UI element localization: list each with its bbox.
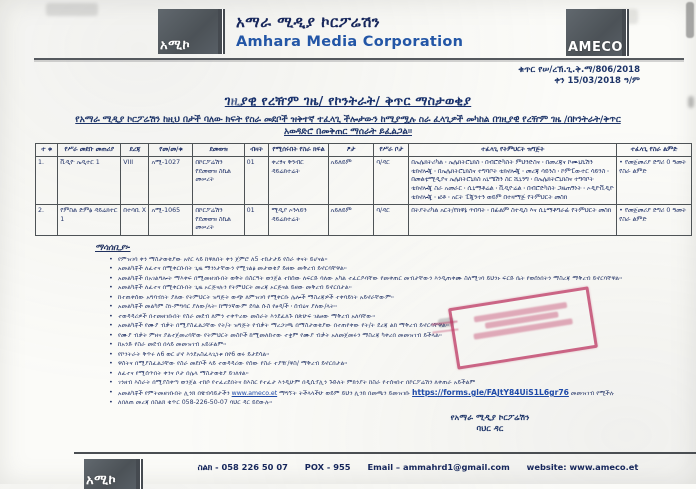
ameco-amharic-logo [158, 9, 222, 54]
ameco-website-link[interactable]: www.ameco.et [231, 389, 278, 397]
column-header-salary: ደመወዝ [193, 144, 244, 157]
signature-block [385, 412, 595, 434]
signature-city: ባህር ዳር [476, 422, 504, 433]
note-item: • ዋስትና በሚያስፈልጋቸው የስራ መደቦች ላይ ተወዳዳሪው የሰው የስራ ተያዥ/ዋስ/ ማቅረብ ይኖርበታል። [109, 359, 692, 369]
cell-code: አሚ-1027 [149, 157, 193, 205]
note-item: • ገንዘብ እስራት በሚያስቀጣ ወንጀል ተከሶ የተፈረደበትና ከእስር የተፈታ እንዲሁም በዲሲፕሊን ጉድለት ምክንያት ከስራ የተሰናበተ በኮርፖሬሽን ለቀጠራ አይችልም [109, 378, 692, 388]
note-item: • አመልካቾች ለፈተና በሚቀርቡበት ጊዜ ኦርጅናሉን የትምህርት መረጃ ኦርጅናል ይዘው መቅረብ ይኖርበታል። [109, 283, 692, 293]
footer-email-label: Email – [367, 462, 403, 472]
registration-text-pre: አመልካቾች የምትመዘገቡበት ሊንክ በዌብሳይታችን [118, 389, 232, 397]
cell-position: ቪዲዮ ኤዲተር 1 [58, 157, 121, 205]
notes-heading: ማሳሰቢያ፡- [95, 242, 131, 253]
cell-salary: በኮርፖሬሽን የደመወዝ ስኬል መሠረት [193, 157, 244, 205]
reference-block [0, 65, 696, 87]
org-titles [236, 9, 463, 50]
column-header-education: ተፈላጊ የትምህርት ዝግጅት [409, 144, 617, 157]
footer-website-link[interactable]: www.ameco.et [569, 462, 639, 472]
footer-website-label: website: [526, 462, 570, 472]
registration-text-mid: ማግኘት ትችላላችሁ ወይም ይህን ሊንክ በመጫን ይመዝገቡ [277, 389, 413, 397]
note-item: • አመልካቾች መልካም ስነ-ምግባር ያለው/ላት፡ ከማንኛውም ደባል ሱስ የፀዳ/ች ፡ ሰብዕና ያለው/ላት። [109, 302, 692, 312]
cell-gender: አይለይም [328, 157, 374, 205]
note-item: • ተወዳዳሪዎች በተመዘገቡበት የስራ መደብ ለምን ተቀጥረው መስራት እንደፈለጉ በጽሁፍ ገልፀው ማቅረብ አለባቸው። [109, 312, 692, 322]
note-item: • የሙያ ብቃት ምዘና ያልተጀመረባቸው የትምህርት መስኮች ከሚመለከተው ተቋም የሙያ ብቃት አለመጀመሩን ማስረጃ ካቀረበ መመዝገብ ይችላል። [109, 331, 692, 341]
cell-department: ቀረፃና ቅንብር ዳይሬክተሬት [269, 157, 328, 205]
cell-workplace: ባ/ዳር [374, 205, 409, 236]
table-row [36, 157, 692, 205]
cell-education: በትያትሪካል አርት/የክዋኔ ጥበባት ፡ በፊልም ስተዲስ እና ሲኒማቶግራፊ የትምህርት መስክ [409, 205, 617, 236]
header-divider [34, 58, 684, 60]
cell-gender: አይለይም [328, 205, 374, 236]
column-header-experience: ተፈላጊ የስራ ልምድ [617, 144, 692, 157]
reference-number: ቁጥር የሠ/ረኽ.ጊ.ቅ.ማ/806/2018 [518, 65, 640, 75]
scan-noise [688, 96, 694, 108]
column-header-department: የሚሰሩበት የስራ ክፍል [269, 144, 328, 157]
note-item: • ለበለጠ መረጃ በስልክ ቁጥር 058-226-50-07 ባህር ዳር ይደውሉ። [109, 398, 692, 408]
cell-grade: VIII [121, 157, 149, 205]
cell-quantity: 01 [244, 205, 269, 236]
note-item: • አመልካቾች በአገልግሎት ማእቀፍ በሚመዘገቡበት ወቅት በስርዓት ወንጀል ተከሰው ለፍርድ ባለው አካል ተፈርዶባቸው የመቀጠር መብታቸውን እንዲጠቀሙ ስለሚገባ ይህንኑ ፍርድ ቤት የወሰነበትን ማስረጃ ማቅረብ ይኖርባቸዋል። [109, 274, 692, 284]
footer-phone: ስልክ - 058 226 50 07 [197, 462, 288, 472]
cell-experience: • የመጀመሪያ ድግሪ 0 ዓመት የስራ ልምድ [617, 205, 692, 236]
reference-date: ቀን 15/03/2018 ዓ/ም [554, 76, 640, 86]
cell-no: 2. [36, 205, 58, 236]
signature-org: የአማራ ሚዲያ ኮርፖሬሽን [450, 411, 530, 422]
column-header-gender: ፆታ [328, 144, 374, 157]
note-item: • አመልካቾች ለፈተና በሚቀርቡበት ጊዜ ማንነታቸውን የሚገልፅ መታወቂያ ይዘው መቅረብ ይኖርባቸዋል። [109, 264, 692, 274]
note-item: • የምዝገባ ቀን ማስታወቂያው አየር ላይ ከዋለበት ቀን ጀምሮ ለ5 ተከታታይ የስራ ቀናት ይሆናል። [109, 255, 692, 265]
column-header-grade: ደረጃ [121, 144, 149, 157]
announcement-title: ገዚያዊ የረዥም ገዜ/ የኮንትራት/ ቅጥር ማስታወቂያ [224, 93, 472, 108]
cell-experience: • የመጀመሪያ ድግሪ 0 ዓመት የስራ ልምድ [617, 157, 692, 205]
note-item: • የኮንትራት ቅጥሩ ለ6 ወር ሆኖ እንደአስፈላጊነቱ በየ6 ወሩ ይታደሳል። [109, 350, 692, 360]
subtitle-line2: አወዳድሮ በመቅጠር ማሰራት ይፈልጋል። [283, 127, 412, 137]
note-item: • አመልካቾች የሙያ ብቃት በሚያስፈልጋቸው የት/ት ዝግጅት የብቃት ማረጋገጫ በማስታወቂያው በተጠየቀው የት/ት ደረጃ ልክ ማቅረብ ይኖርባቸዋል። [109, 321, 692, 331]
cell-education: በኤሌክትሪካል ፡ ኤሌክትሮኒክስ ፡ በብሮድካስት ምህንድስና ፡ በመረጃና ኮሙኒኬሽን ቴክኖሎጂ ፡ በኤሌክትሮኒክስና ተግባቦት ቴክኖሎጂ ፡ መረጃ ሳይንስ ፡ ኮምፒውተር ሳይንስ ፡ በመልቲሚዲያና ኤሌክትሮኒክስ አኒሜሽን ስር ሺኒንግ ፡ በኤሌክትሮኒክስና ተግባቦት ቴክኖሎጂ ስራ አመራር ፡ ሲኒማቶሬል ፡ ቪዲዮሬል ፡ በብሮድካስት ጋዜጠኝነት ፡ ኦዲዮቪዲዮ ቴክኖሎጂ ፡ ፎቶ ፡ አርት ፒጂንተን ወይም በተዛማጅ የትምህርት መስክ [409, 157, 617, 205]
cell-salary: በኮርፖሬሽን የደመወዝ ስኬል መሠረት [193, 205, 244, 236]
footer-logo [84, 459, 140, 489]
note-item-registration [109, 388, 692, 399]
logo-english-text: AMECO [568, 40, 623, 55]
column-header-code: የመ/መ/ቁ [149, 144, 193, 157]
cell-grade: በተሳቢ X [121, 205, 149, 236]
footer-divider [74, 452, 696, 454]
cell-position: የምስል ድምፅ ዳይሬክተር 1 [58, 205, 121, 236]
scan-noise [686, 2, 694, 38]
notes-list [109, 255, 692, 408]
org-name-english: Amhara Media Corporation [236, 34, 464, 50]
column-header-position: የሥራ መደቡ መጠሪያ [58, 144, 121, 157]
announcement-subtitle [6, 114, 690, 138]
note-item: • ከአንድ የስራ መደብ በላይ መመዝገብ አይቻልም። [109, 340, 692, 350]
vacancy-table [35, 143, 692, 236]
org-name-amharic: አማራ ሚዲያ ኮርፖሬሽን [236, 13, 381, 31]
footer-logo-text: አሚኮ [86, 473, 117, 488]
registration-form-link[interactable]: https://forms.gle/FAJtY84UiS1L6gr76 [412, 387, 569, 397]
subtitle-line1: የአማራ ሚዲያ ኮርፖሬሽን ከዚህ በታች ባለው ክፍት የስራ መደቦች ዝቅተኛ ተፈላጊ ችሎታውን ከሚያሟሉ ስራ ፈላጊዎች መካከል በገዚያዊ የረዥም ገዜ /በኮንትራት/ቅጥር [75, 115, 621, 125]
cell-quantity: 01 [244, 157, 269, 205]
notes-section [95, 243, 692, 408]
footer-pobox: POX - 955 [304, 462, 351, 472]
cell-no: 1. [36, 157, 58, 205]
footer-contact [150, 462, 686, 473]
table-row [36, 205, 692, 236]
note-item: • ከተጠቀሰው አግባብነት ያለው የትምህርት ዝግጅት ውጭ ለምዝገባ የሚቀርቡ ሌሎች ማስረጃዎች ተቀባይነት አይኖራቸውም። [109, 293, 692, 303]
column-header-no: ተ ቁ [36, 144, 58, 157]
cell-department: ሚዲያ ኦንላይን ዳይሬክተሬት [269, 205, 328, 236]
footer-email-link[interactable]: ammahrd1@gmail.com [402, 462, 510, 472]
scan-noise [46, 3, 98, 16]
cell-code: አሚ-1065 [149, 205, 193, 236]
registration-text-post: መመዝገብ የሚችሉ [568, 389, 615, 397]
table-header-row [36, 144, 692, 157]
note-item: • ለፈተና የሚሰጥበት ቀንና ቦታ በሌላ ማስታወቂያ ይገለፃል። [109, 369, 692, 379]
ameco-english-logo [566, 9, 626, 56]
letterhead [0, 0, 696, 56]
column-header-quantity: ብዛት [244, 144, 269, 157]
column-header-workplace: የሥራ ቦታ [374, 144, 409, 157]
cell-workplace: ባ/ዳር [374, 157, 409, 205]
logo-amharic-text: አሚኮ [160, 38, 191, 53]
